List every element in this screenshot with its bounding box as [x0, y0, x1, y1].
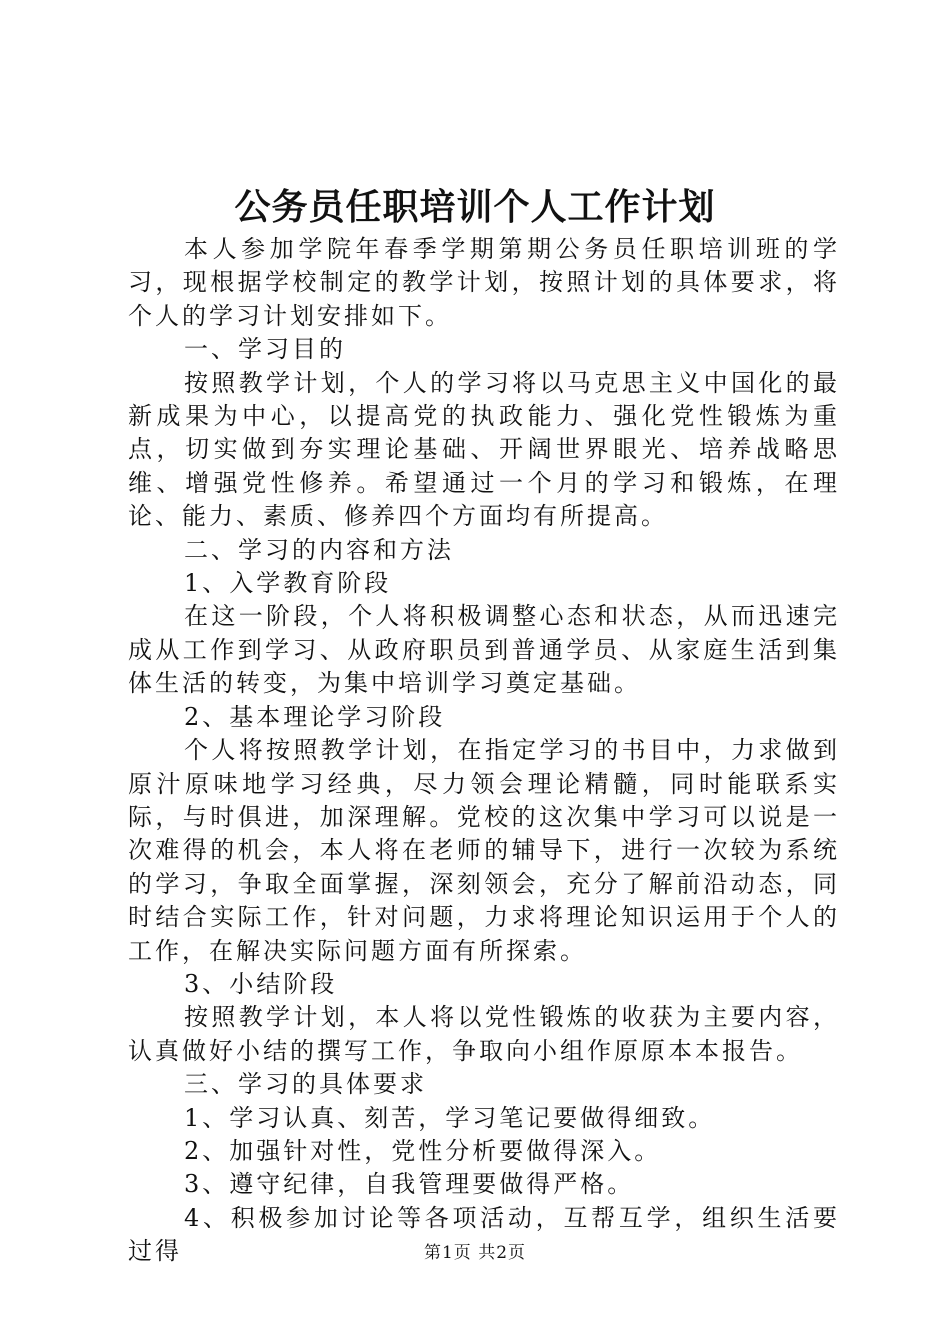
page-number-footer: 第1页 共2页 — [423, 1243, 527, 1263]
paragraph-stage-1: 在这一阶段，个人将积极调整心态和状态，从而迅速完成从工作到学习、从政府职员到普通学员、从家庭生活到集体生活的转变，为集中培训学习奠定基础。 — [128, 602, 840, 698]
requirement-item: 2、加强针对性，党性分析要做得深入。 — [184, 1136, 662, 1165]
requirement-item: 4、积极参加讨论等各项活动，互帮互学，组织生活要过得 — [128, 1203, 840, 1266]
heading-section-2: 二、学习的内容和方法 — [184, 535, 454, 564]
subheading-stage-2: 2、基本理论学习阶段 — [184, 702, 446, 731]
subheading-stage-3: 3、小结阶段 — [184, 969, 338, 998]
document-body — [128, 233, 840, 1269]
heading-section-1: 一、学习目的 — [184, 335, 346, 364]
requirement-item: 3、遵守纪律，自我管理要做得严格。 — [184, 1170, 635, 1199]
paragraph-stage-2: 个人将按照教学计划，在指定学习的书目中，力求做到原汁原味地学习经典，尽力领会理论精髓，同时能联系实际，与时俱进，加深理解。党校的这次集中学习可以说是一次难得的机会，本人将在老师的辅导下，进行一次较为系统的学习，争取全面掌握，深刻领会，充分了解前沿动态，同时结合实际工作，针对问题，力求将理论知识运用于个人的工作，在解决实际问题方面有所探索。 — [128, 736, 840, 965]
paragraph-intro: 本人参加学院年春季学期第期公务员任职培训班的学习，现根据学校制定的教学计划，按照计划的具体要求，将个人的学习计划安排如下。 — [128, 235, 840, 330]
requirement-item: 1、学习认真、刻苦，学习笔记要做得细致。 — [184, 1103, 716, 1132]
paragraph-section-1: 按照教学计划，个人的学习将以马克思主义中国化的最新成果为中心，以提高党的执政能力、强化党性锻炼为重点，切实做到夯实理论基础、开阔世界眼光、培养战略思维、增强党性修养。希望通过一个月的学习和锻炼，在理论、能力、素质、修养四个方面均有所提高。 — [128, 368, 840, 531]
document-title: 公务员任职培训个人工作计划 — [234, 187, 716, 228]
subheading-stage-1: 1、入学教育阶段 — [184, 569, 392, 598]
paragraph-stage-3: 按照教学计划，本人将以党性锻炼的收获为主要内容，认真做好小结的撰写工作，争取向小组作原原本本报告。 — [128, 1003, 840, 1065]
heading-section-3: 三、学习的具体要求 — [184, 1070, 427, 1099]
